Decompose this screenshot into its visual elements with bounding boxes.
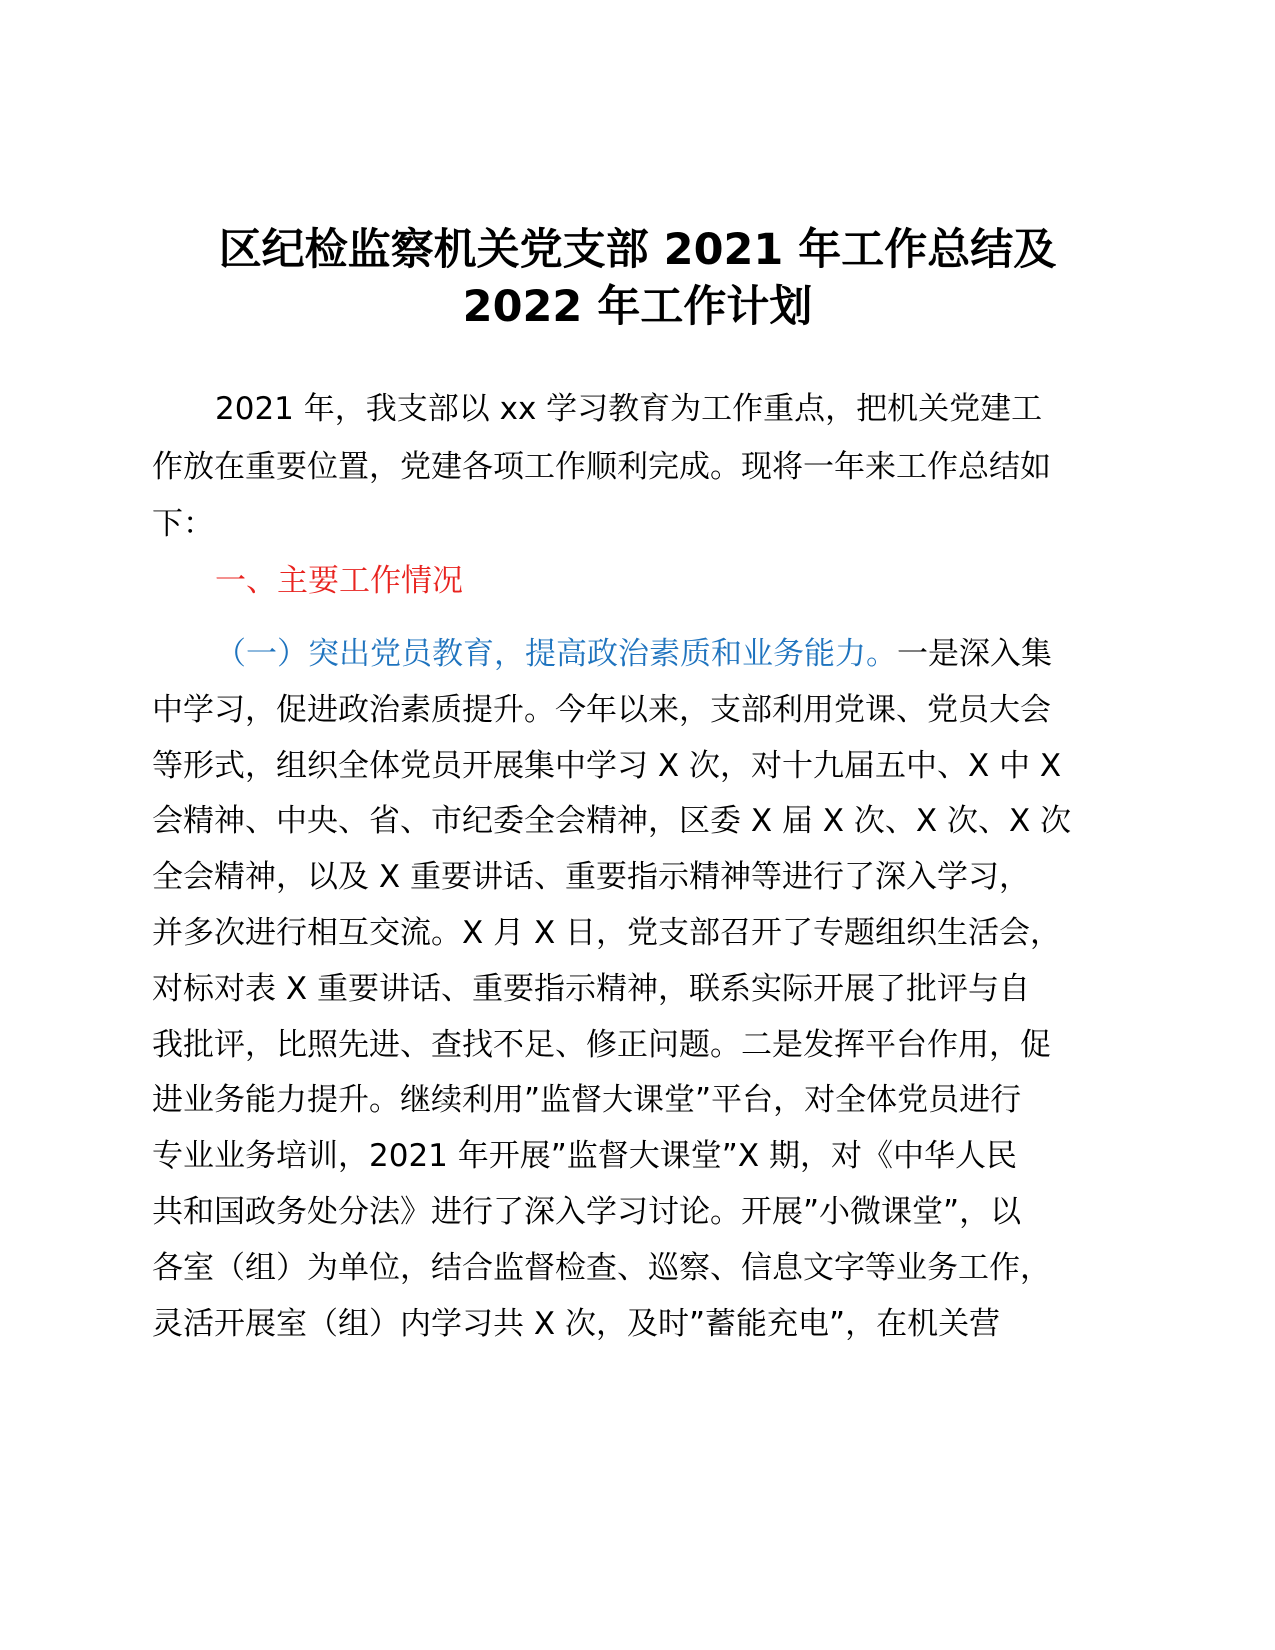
section1-line-1 [152,627,1127,683]
section1-line-6: 并多次进行相互交流。X 月 X 日，党支部召开了专题组织生活会， [152,914,1062,951]
section1-line-3: 等形式，组织全体党员开展集中学习 X 次，对十九届五中、X 中 X [152,747,1062,784]
section-heading-main-work: 一、主要工作情况 [215,563,463,599]
intro-line-2: 作放在重要位置，党建各项工作顺利完成。现将一年来工作总结如 [152,448,1051,485]
section1-line-4: 会精神、中央、省、市纪委全会精神，区委 X 届 X 次、X 次、X 次 [152,803,1072,840]
section1-line-13: 灵活开展室（组）内学习共 X 次，及时”蓄能充电”，在机关营 [152,1305,1001,1342]
section1-line-8: 我批评，比照先进、查找不足、修正问题。二是发挥平台作用，促 [152,1026,1051,1063]
section1-line-12: 各室（组）为单位，结合监督检查、巡察、信息文字等业务工作， [152,1249,1051,1286]
section1-line-11: 共和国政务处分法》进行了深入学习讨论。开展”小微课堂”，以 [152,1193,1022,1230]
section1-paragraph [152,627,1127,1352]
title-line-2: 2022 年工作计划 [462,282,813,332]
section1-line-10: 专业业务培训，2021 年开展”监督大课堂”X 期，对《中华人民 [152,1138,1017,1175]
intro-paragraph [152,381,1127,554]
section1-subheading: （一）突出党员教育，提高政治素质和业务能力。 [215,636,897,672]
document-title [150,222,1125,336]
section1-line-9: 进业务能力提升。继续利用”监督大课堂”平台，对全体党员进行 [152,1082,1022,1119]
intro-line-1: 2021 年，我支部以 xx 学习教育为工作重点，把机关党建工 [215,391,1043,427]
section1-line-7: 对标对表 X 重要讲话、重要指示精神，联系实际开展了批评与自 [152,970,1030,1007]
intro-line-3: 下： [152,506,214,543]
section1-first-line-rest: 一是深入集 [897,636,1052,672]
section1-line-5: 全会精神，以及 X 重要讲话、重要指示精神等进行了深入学习， [152,859,1030,896]
title-line-1: 区纪检监察机关党支部 2021 年工作总结及 [218,225,1057,275]
section1-line-2: 中学习，促进政治素质提升。今年以来，支部利用党课、党员大会 [152,691,1051,728]
